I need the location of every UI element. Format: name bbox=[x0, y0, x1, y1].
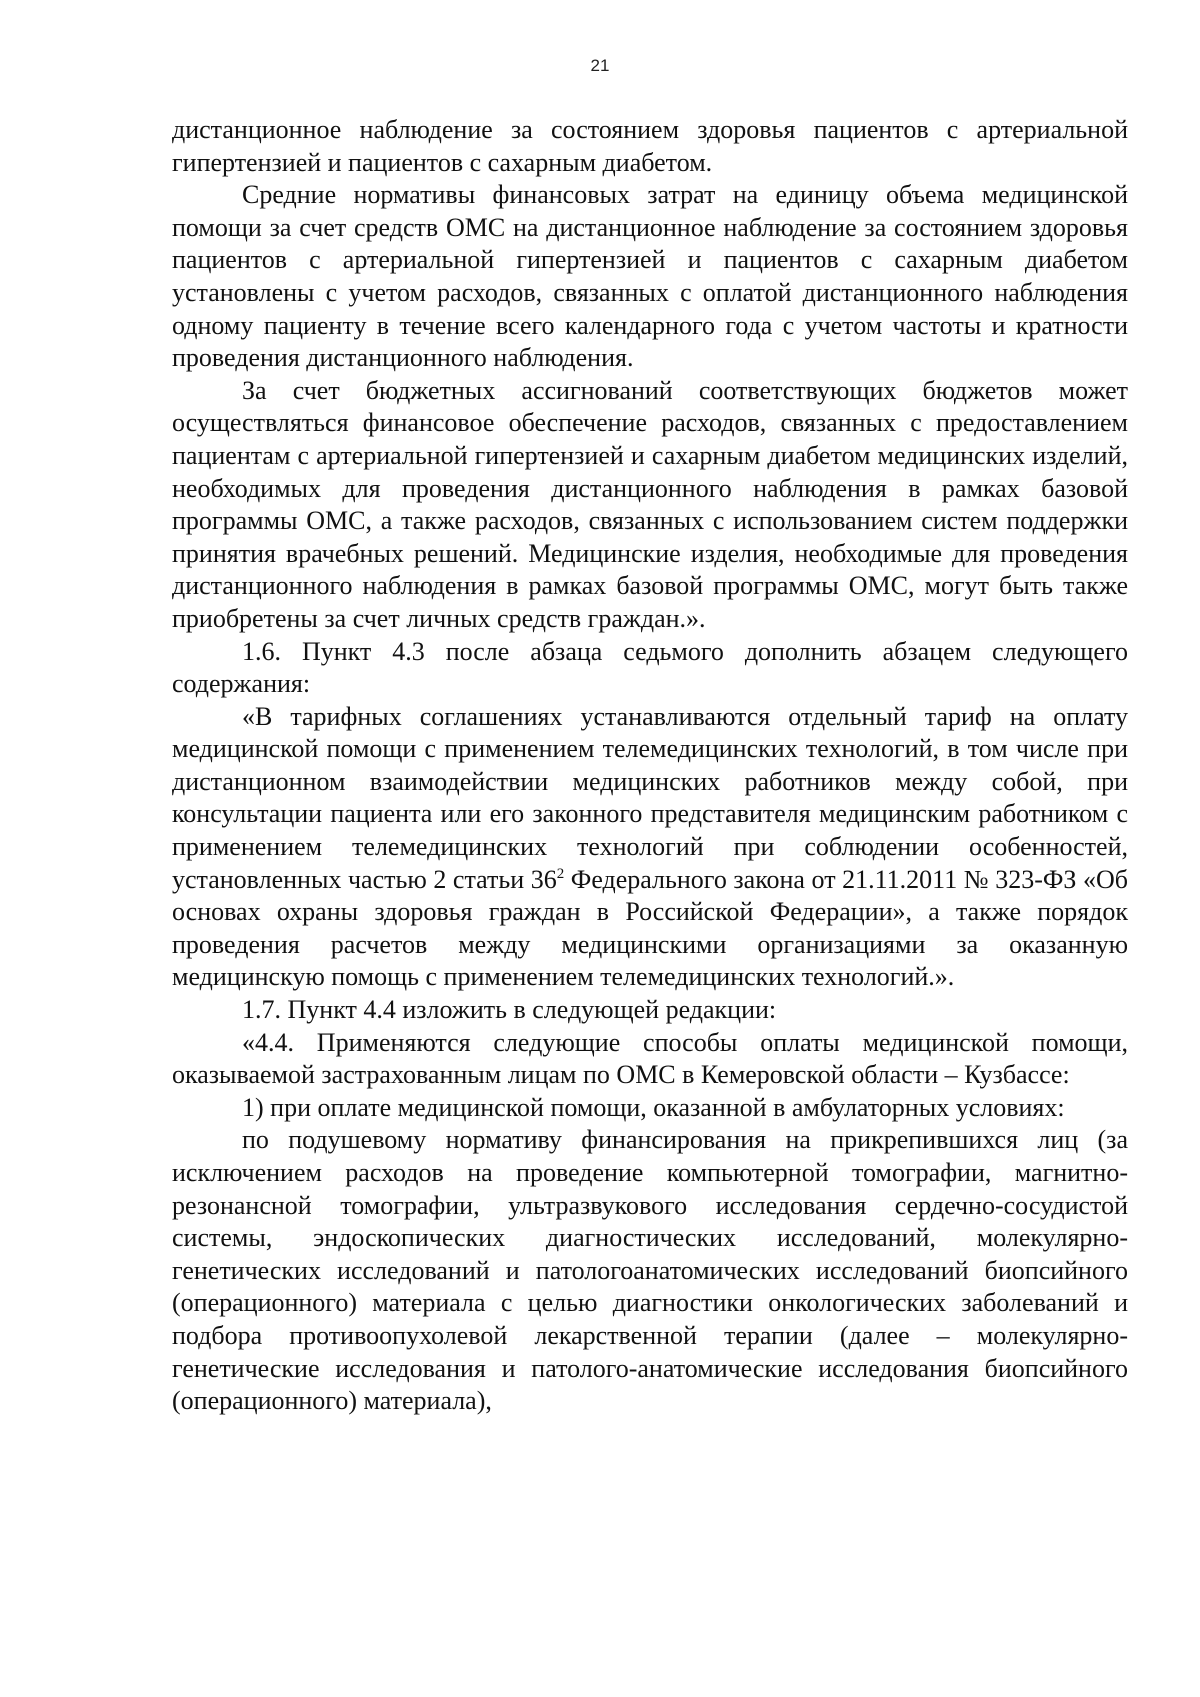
paragraph-4: 1.6. Пункт 4.3 после абзаца седьмого дополнить абзацем следующего содержания: bbox=[172, 636, 1128, 699]
document-body bbox=[172, 114, 1128, 1418]
paragraph-2: Средние нормативы финансовых затрат на единицу объема медицинской помощи за счет средств ОМС на дистанционное наблюдение за состоянием здоровья пациентов с артериальной гипертензией и пациентов с сахарным диабетом установлены с учетом расходов, связанных с оплатой дистанционного наблюдения одному пациенту в течение всего календарного года с учетом частоты и кратности проведения дистанционного наблюдения. bbox=[172, 180, 1128, 373]
page-number: 21 bbox=[590, 56, 610, 75]
paragraph-6: 1.7. Пункт 4.4 изложить в следующей редакции: bbox=[242, 995, 777, 1025]
superscript-article-number: 2 bbox=[556, 865, 565, 882]
paragraph-8: 1) при оплате медицинской помощи, оказанной в амбулаторных условиях: bbox=[242, 1092, 1065, 1122]
paragraph-3: За счет бюджетных ассигнований соответствующих бюджетов может осуществляться финансовое обеспечение расходов, связанных с предоставлением пациентам с артериальной гипертензией и сахарным диабетом медицинских изделий, необходимых для проведения дистанционного наблюдения в рамках базовой программы ОМС, а также расходов, связанных с использованием систем поддержки принятия врачебных решений. Медицинские изделия, необходимые для проведения дистанционного наблюдения в рамках базовой программы ОМС, могут быть также приобретены за счет личных средств граждан.». bbox=[172, 375, 1128, 633]
paragraph-5 bbox=[172, 701, 1128, 994]
paragraph-1: дистанционное наблюдение за состоянием здоровья пациентов с артериальной гипертензией и пациентов с сахарным диабетом. bbox=[172, 115, 1128, 177]
paragraph-5-part-1: «В тарифных соглашениях устанавливаются отдельный тариф на оплату медицинской помощи с применением телемедицинских технологий, в том числе при дистанционном взаимодействии медицинских работников между собой, при консультации пациента или его законного представителя медицинским работником с применением телемедицинских технологий при соблюдении особенностей, установленных частью 2 статьи 36 bbox=[172, 701, 1128, 894]
paragraph-9: по подушевому нормативу финансирования на прикрепившихся лиц (за исключением расходов на проведение компьютерной томографии, магнитно-резонансной томографии, ультразвукового исследования сердечно-сосудистой системы, эндоскопических диагностических исследований, молекулярно-генетических исследований и патологоанатомических исследований биопсийного (операционного) материала с целью диагностики онкологических заболеваний и подбора противоопухолевой лекарственной терапии (далее – молекулярно-генетические исследования и патолого-анатомические исследования биопсийного (операционного) материала), bbox=[172, 1125, 1128, 1416]
paragraph-5-part-2: Федерального закона от 21.11.2011 № 323-ФЗ «Об основах охраны здоровья граждан в Российской Федерации», а также порядок проведения расчетов между медицинскими организациями за оказанную медицинскую помощь с применением телемедицинских технологий.». bbox=[172, 864, 1128, 992]
paragraph-7: «4.4. Применяются следующие способы оплаты медицинской помощи, оказываемой застрахованным лицам по ОМС в Кемеровской области – Кузбассе: bbox=[172, 1027, 1128, 1090]
